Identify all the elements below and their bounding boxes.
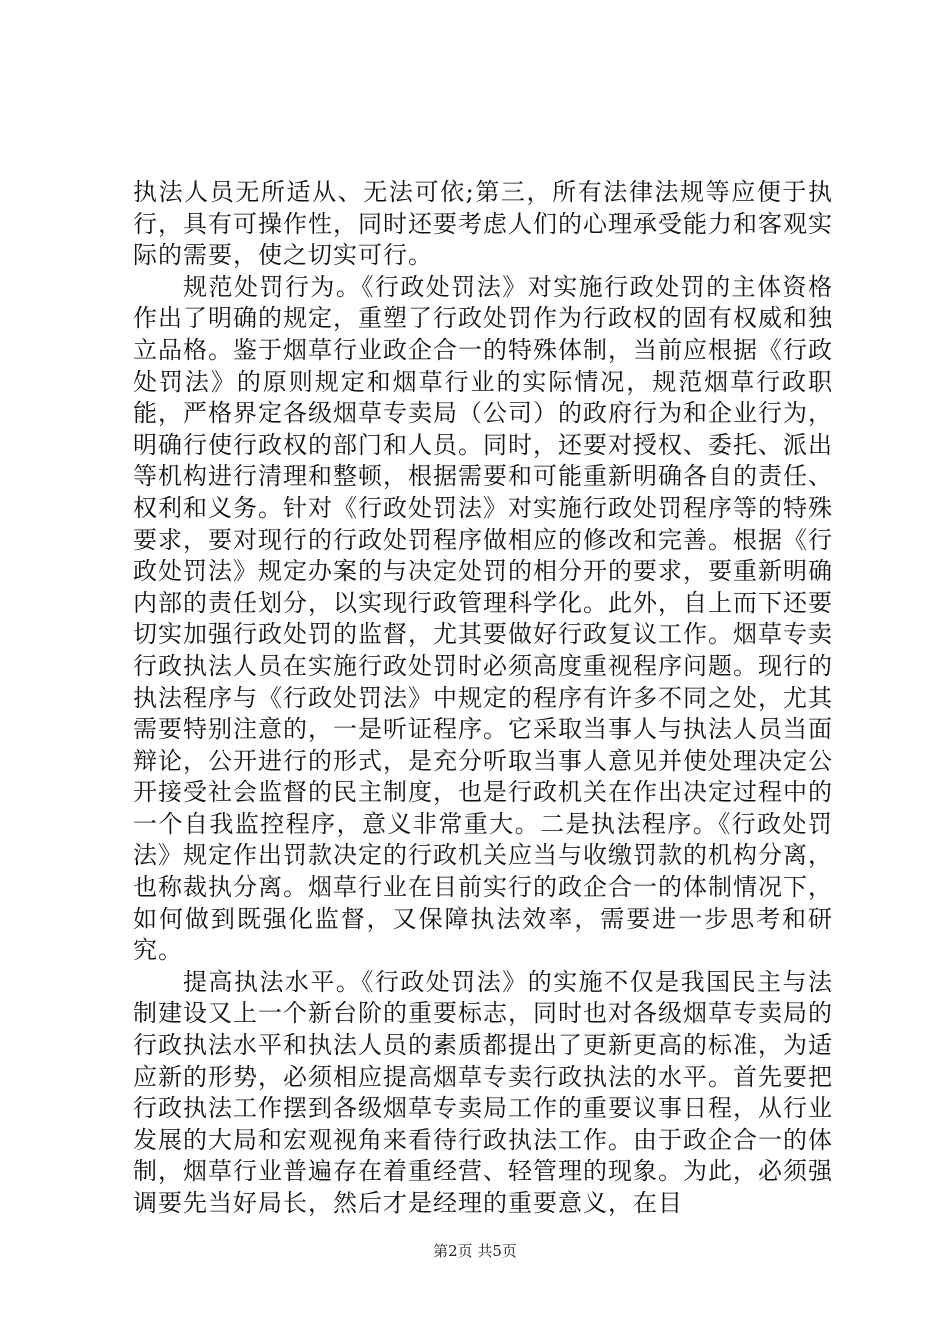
document-body — [133, 177, 833, 1220]
page-number-footer: 第2页 共5页 — [433, 1242, 517, 1260]
paragraph-standardize-penalty: 规范处罚行为。《行政处罚法》对实施行政处罚的主体资格作出了明确的规定，重塑了行政处罚作为行政权的固有权威和独立品格。鉴于烟草行业政企合一的特殊体制，当前应根据《行政处罚法》的原则规定和烟草行业的实际情况，规范烟草行政职能，严格界定各级烟草专卖局（公司）的政府行为和企业行为，明确行使行政权的部门和人员。同时，还要对授权、委托、派出等机构进行清理和整顿，根据需要和可能重新明确各自的责任、权利和义务。针对《行政处罚法》对实施行政处罚程序等的特殊要求，要对现行的行政处罚程序做相应的修改和完善。根据《行政处罚法》规定办案的与决定处罚的相分开的要求，要重新明确内部的责任划分，以实现行政管理科学化。此外，自上而下还要切实加强行政处罚的监督，尤其要做好行政复议工作。烟草专卖行政执法人员在实施行政处罚时必须高度重视程序问题。现行的执法程序与《行政处罚法》中规定的程序有许多不同之处，尤其需要特别注意的，一是听证程序。它采取当事人与执法人员当面辩论，公开进行的形式，是充分听取当事人意见并使处理决定公开接受社会监督的民主制度，也是行政机关在作出决定过程中的一个自我监控程序，意义非常重大。二是执法程序。《行政处罚法》规定作出罚款决定的行政机关应当与收缴罚款的机构分离，也称裁执分离。烟草行业在目前实行的政企合一的体制情况下，如何做到既强化监督，又保障执法效率，需要进一步思考和研究。 — [133, 272, 833, 965]
paragraph-improve-enforcement: 提高执法水平。《行政处罚法》的实施不仅是我国民主与法制建设又上一个新台阶的重要标志，同时也对各级烟草专卖局的行政执法水平和执法人员的素质都提出了更新更高的标准，为适应新的形势，必须相应提高烟草专卖行政执法的水平。首先要把行政执法工作摆到各级烟草专卖局工作的重要议事日程，从行业发展的大局和宏观视角来看待行政执法工作。由于政企合一的体制，烟草行业普遍存在着重经营、轻管理的现象。为此，必须强调要先当好局长，然后才是经理的重要意义，在目 — [133, 967, 833, 1217]
paragraph-continuation: 执法人员无所适从、无法可依;第三，所有法律法规等应便于执行，具有可操作性，同时还要考虑人们的心理承受能力和客观实际的需要，使之切实可行。 — [133, 178, 833, 270]
